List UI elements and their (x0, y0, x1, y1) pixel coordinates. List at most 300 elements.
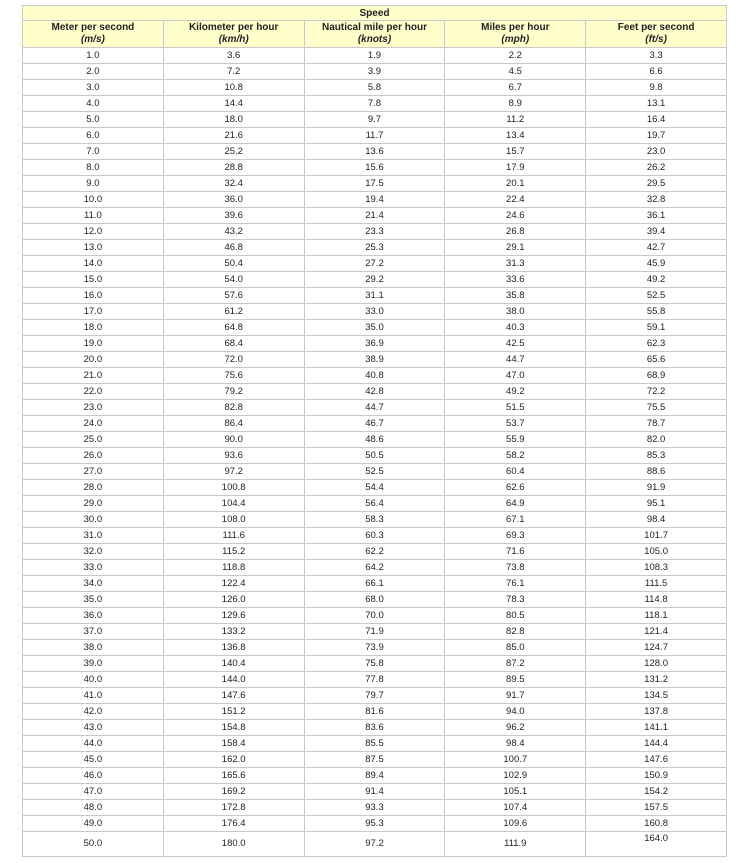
knots-cell: 38.9 (304, 352, 445, 368)
table-row (23, 496, 727, 512)
knots-cell: 25.3 (304, 240, 445, 256)
table-row (23, 640, 727, 656)
kmh-cell: 100.8 (163, 480, 304, 496)
fps-cell: 65.6 (586, 352, 727, 368)
mps-cell: 9.0 (23, 176, 164, 192)
table-row (23, 64, 727, 80)
kmh-cell: 54.0 (163, 272, 304, 288)
kmh-cell: 115.2 (163, 544, 304, 560)
kmh-cell: 108.0 (163, 512, 304, 528)
table-row (23, 288, 727, 304)
table-row (23, 240, 727, 256)
mph-cell: 55.9 (445, 432, 586, 448)
kmh-cell: 140.4 (163, 656, 304, 672)
mph-cell: 8.9 (445, 96, 586, 112)
fps-cell: 118.1 (586, 608, 727, 624)
fps-cell: 16.4 (586, 112, 727, 128)
knots-cell: 87.5 (304, 752, 445, 768)
kmh-cell: 97.2 (163, 464, 304, 480)
kmh-cell: 82.8 (163, 400, 304, 416)
mps-cell: 20.0 (23, 352, 164, 368)
mps-cell: 21.0 (23, 368, 164, 384)
knots-cell: 7.8 (304, 96, 445, 112)
mph-cell: 42.5 (445, 336, 586, 352)
mph-cell: 78.3 (445, 592, 586, 608)
kmh-cell: 50.4 (163, 256, 304, 272)
mph-cell: 26.8 (445, 224, 586, 240)
column-header-label: Meter per second (51, 22, 135, 33)
table-body (23, 48, 727, 857)
mps-cell: 4.0 (23, 96, 164, 112)
table-row (23, 672, 727, 688)
kmh-cell: 25.2 (163, 144, 304, 160)
fps-cell: 111.5 (586, 576, 727, 592)
column-header-label: Nautical mile per hour (321, 22, 427, 33)
table-row (23, 656, 727, 672)
knots-cell: 79.7 (304, 688, 445, 704)
knots-cell: 71.9 (304, 624, 445, 640)
kmh-cell: 162.0 (163, 752, 304, 768)
mph-cell: 62.6 (445, 480, 586, 496)
fps-cell: 147.6 (586, 752, 727, 768)
knots-cell: 33.0 (304, 304, 445, 320)
knots-cell: 81.6 (304, 704, 445, 720)
mph-cell: 69.3 (445, 528, 586, 544)
table-title-row (23, 6, 727, 21)
knots-cell: 3.9 (304, 64, 445, 80)
fps-cell: 82.0 (586, 432, 727, 448)
mps-cell: 36.0 (23, 608, 164, 624)
mps-cell: 42.0 (23, 704, 164, 720)
kmh-cell: 172.8 (163, 800, 304, 816)
table-row (23, 208, 727, 224)
table-row (23, 400, 727, 416)
mph-cell: 60.4 (445, 464, 586, 480)
column-header-row (23, 21, 727, 48)
mph-cell: 17.9 (445, 160, 586, 176)
column-header-unit: (ft/s) (645, 34, 667, 45)
kmh-cell: 126.0 (163, 592, 304, 608)
table-row (23, 96, 727, 112)
table-row (23, 320, 727, 336)
mph-cell: 2.2 (445, 48, 586, 64)
column-header-label: Feet per second (617, 22, 695, 33)
table-row (23, 192, 727, 208)
mps-cell: 35.0 (23, 592, 164, 608)
table-row (23, 704, 727, 720)
table-row (23, 800, 727, 816)
knots-cell: 23.3 (304, 224, 445, 240)
fps-cell: 49.2 (586, 272, 727, 288)
mps-cell: 49.0 (23, 816, 164, 832)
mps-cell: 43.0 (23, 720, 164, 736)
fps-cell: 26.2 (586, 160, 727, 176)
knots-cell: 27.2 (304, 256, 445, 272)
kmh-cell: 111.6 (163, 528, 304, 544)
kmh-cell: 154.8 (163, 720, 304, 736)
knots-cell: 52.5 (304, 464, 445, 480)
fps-cell: 91.9 (586, 480, 727, 496)
mps-cell: 28.0 (23, 480, 164, 496)
mps-cell: 45.0 (23, 752, 164, 768)
knots-cell: 11.7 (304, 128, 445, 144)
mph-cell: 107.4 (445, 800, 586, 816)
mps-cell: 40.0 (23, 672, 164, 688)
table-row (23, 480, 727, 496)
fps-cell: 62.3 (586, 336, 727, 352)
knots-cell: 58.3 (304, 512, 445, 528)
kmh-cell: 147.6 (163, 688, 304, 704)
column-header-unit: (km/h) (218, 34, 249, 45)
kmh-cell: 43.2 (163, 224, 304, 240)
mph-cell: 29.1 (445, 240, 586, 256)
mph-cell: 22.4 (445, 192, 586, 208)
kmh-cell: 144.0 (163, 672, 304, 688)
fps-cell: 121.4 (586, 624, 727, 640)
table-row (23, 176, 727, 192)
fps-cell: 19.7 (586, 128, 727, 144)
fps-cell: 114.8 (586, 592, 727, 608)
mph-cell: 89.5 (445, 672, 586, 688)
fps-cell: 42.7 (586, 240, 727, 256)
fps-cell: 101.7 (586, 528, 727, 544)
column-header-label: Miles per hour (481, 22, 550, 33)
knots-cell: 73.9 (304, 640, 445, 656)
mps-cell: 31.0 (23, 528, 164, 544)
kmh-cell: 79.2 (163, 384, 304, 400)
table-row (23, 48, 727, 64)
kmh-cell: 46.8 (163, 240, 304, 256)
knots-cell: 1.9 (304, 48, 445, 64)
knots-cell: 64.2 (304, 560, 445, 576)
table-row (23, 608, 727, 624)
mph-cell: 102.9 (445, 768, 586, 784)
mps-cell: 16.0 (23, 288, 164, 304)
fps-cell: 108.3 (586, 560, 727, 576)
mph-cell: 91.7 (445, 688, 586, 704)
mps-cell: 18.0 (23, 320, 164, 336)
knots-cell: 68.0 (304, 592, 445, 608)
mps-cell: 46.0 (23, 768, 164, 784)
mph-cell: 51.5 (445, 400, 586, 416)
fps-cell: 55.8 (586, 304, 727, 320)
table-row (23, 720, 727, 736)
mps-cell: 39.0 (23, 656, 164, 672)
mps-cell: 22.0 (23, 384, 164, 400)
kmh-cell: 176.4 (163, 816, 304, 832)
fps-cell: 137.8 (586, 704, 727, 720)
mph-cell: 6.7 (445, 80, 586, 96)
mps-cell: 26.0 (23, 448, 164, 464)
knots-cell: 70.0 (304, 608, 445, 624)
knots-cell: 60.3 (304, 528, 445, 544)
kmh-cell: 165.6 (163, 768, 304, 784)
knots-cell: 85.5 (304, 736, 445, 752)
knots-cell: 40.8 (304, 368, 445, 384)
knots-cell: 93.3 (304, 800, 445, 816)
kmh-cell: 158.4 (163, 736, 304, 752)
table-title: Speed (23, 6, 727, 21)
table-row (23, 352, 727, 368)
knots-cell: 77.8 (304, 672, 445, 688)
column-header-knots (304, 21, 445, 48)
knots-cell: 75.8 (304, 656, 445, 672)
mps-cell: 2.0 (23, 64, 164, 80)
mph-cell: 4.5 (445, 64, 586, 80)
table-row (23, 816, 727, 832)
mps-cell: 10.0 (23, 192, 164, 208)
fps-cell: 3.3 (586, 48, 727, 64)
column-header-label: Kilometer per hour (188, 22, 279, 33)
kmh-cell: 180.0 (163, 832, 304, 857)
kmh-cell: 3.6 (163, 48, 304, 64)
kmh-cell: 14.4 (163, 96, 304, 112)
knots-cell: 62.2 (304, 544, 445, 560)
mps-cell: 30.0 (23, 512, 164, 528)
kmh-cell: 57.6 (163, 288, 304, 304)
mps-cell: 38.0 (23, 640, 164, 656)
table-row (23, 368, 727, 384)
table-row (23, 592, 727, 608)
mps-cell: 11.0 (23, 208, 164, 224)
fps-cell: 72.2 (586, 384, 727, 400)
fps-cell: 13.1 (586, 96, 727, 112)
fps-cell: 98.4 (586, 512, 727, 528)
fps-cell: 134.5 (586, 688, 727, 704)
fps-cell: 144.4 (586, 736, 727, 752)
mph-cell: 71.6 (445, 544, 586, 560)
mph-cell: 80.5 (445, 608, 586, 624)
table-row (23, 128, 727, 144)
kmh-cell: 169.2 (163, 784, 304, 800)
fps-cell: 160.8 (586, 816, 727, 832)
fps-cell: 105.0 (586, 544, 727, 560)
table-row (23, 688, 727, 704)
fps-cell: 131.2 (586, 672, 727, 688)
column-header-mps (23, 21, 164, 48)
knots-cell: 48.6 (304, 432, 445, 448)
table-row (23, 544, 727, 560)
fps-cell: 88.6 (586, 464, 727, 480)
mph-cell: 24.6 (445, 208, 586, 224)
fps-cell: 124.7 (586, 640, 727, 656)
mps-cell: 29.0 (23, 496, 164, 512)
mph-cell: 49.2 (445, 384, 586, 400)
fps-cell: 141.1 (586, 720, 727, 736)
knots-cell: 91.4 (304, 784, 445, 800)
mps-cell: 13.0 (23, 240, 164, 256)
kmh-cell: 104.4 (163, 496, 304, 512)
mps-cell: 19.0 (23, 336, 164, 352)
table-row (23, 384, 727, 400)
mph-cell: 11.2 (445, 112, 586, 128)
mph-cell: 58.2 (445, 448, 586, 464)
fps-cell: 150.9 (586, 768, 727, 784)
kmh-cell: 61.2 (163, 304, 304, 320)
table-row (23, 224, 727, 240)
knots-cell: 66.1 (304, 576, 445, 592)
mph-cell: 35.8 (445, 288, 586, 304)
mps-cell: 24.0 (23, 416, 164, 432)
mph-cell: 109.6 (445, 816, 586, 832)
knots-cell: 44.7 (304, 400, 445, 416)
mph-cell: 105.1 (445, 784, 586, 800)
mph-cell: 100.7 (445, 752, 586, 768)
mps-cell: 34.0 (23, 576, 164, 592)
mps-cell: 25.0 (23, 432, 164, 448)
mps-cell: 44.0 (23, 736, 164, 752)
mph-cell: 111.9 (445, 832, 586, 857)
table-row (23, 304, 727, 320)
knots-cell: 97.2 (304, 832, 445, 857)
column-header-kmh (163, 21, 304, 48)
mps-cell: 32.0 (23, 544, 164, 560)
mph-cell: 76.1 (445, 576, 586, 592)
mph-cell: 53.7 (445, 416, 586, 432)
kmh-cell: 122.4 (163, 576, 304, 592)
mph-cell: 96.2 (445, 720, 586, 736)
table-row (23, 512, 727, 528)
table-row (23, 832, 727, 857)
speed-conversion-table (22, 5, 727, 857)
table-row (23, 336, 727, 352)
mps-cell: 27.0 (23, 464, 164, 480)
mph-cell: 94.0 (445, 704, 586, 720)
mps-cell: 15.0 (23, 272, 164, 288)
knots-cell: 42.8 (304, 384, 445, 400)
mps-cell: 14.0 (23, 256, 164, 272)
mph-cell: 40.3 (445, 320, 586, 336)
knots-cell: 15.6 (304, 160, 445, 176)
table-row (23, 416, 727, 432)
kmh-cell: 7.2 (163, 64, 304, 80)
mps-cell: 1.0 (23, 48, 164, 64)
knots-cell: 35.0 (304, 320, 445, 336)
mph-cell: 82.8 (445, 624, 586, 640)
column-header-unit: (m/s) (80, 34, 105, 45)
kmh-cell: 90.0 (163, 432, 304, 448)
fps-cell: 59.1 (586, 320, 727, 336)
mps-cell: 47.0 (23, 784, 164, 800)
table-row (23, 464, 727, 480)
kmh-cell: 129.6 (163, 608, 304, 624)
knots-cell: 19.4 (304, 192, 445, 208)
fps-cell: 154.2 (586, 784, 727, 800)
fps-cell: 45.9 (586, 256, 727, 272)
table-row (23, 784, 727, 800)
knots-cell: 89.4 (304, 768, 445, 784)
kmh-cell: 133.2 (163, 624, 304, 640)
mps-cell: 7.0 (23, 144, 164, 160)
table-row (23, 448, 727, 464)
knots-cell: 36.9 (304, 336, 445, 352)
table-row (23, 752, 727, 768)
kmh-cell: 32.4 (163, 176, 304, 192)
fps-cell: 128.0 (586, 656, 727, 672)
mph-cell: 31.3 (445, 256, 586, 272)
mph-cell: 67.1 (445, 512, 586, 528)
fps-cell: 164.0 (586, 832, 727, 857)
kmh-cell: 72.0 (163, 352, 304, 368)
knots-cell: 13.6 (304, 144, 445, 160)
knots-cell: 50.5 (304, 448, 445, 464)
fps-cell: 6.6 (586, 64, 727, 80)
fps-cell: 75.5 (586, 400, 727, 416)
fps-cell: 39.4 (586, 224, 727, 240)
knots-cell: 46.7 (304, 416, 445, 432)
mps-cell: 41.0 (23, 688, 164, 704)
fps-cell: 23.0 (586, 144, 727, 160)
knots-cell: 83.6 (304, 720, 445, 736)
kmh-cell: 136.8 (163, 640, 304, 656)
column-header-fps (586, 21, 727, 48)
fps-cell: 29.5 (586, 176, 727, 192)
table-row (23, 144, 727, 160)
table-row (23, 80, 727, 96)
knots-cell: 54.4 (304, 480, 445, 496)
mph-cell: 47.0 (445, 368, 586, 384)
fps-cell: 36.1 (586, 208, 727, 224)
table-row (23, 768, 727, 784)
column-header-unit: (knots) (357, 34, 392, 45)
kmh-cell: 64.8 (163, 320, 304, 336)
mph-cell: 85.0 (445, 640, 586, 656)
kmh-cell: 118.8 (163, 560, 304, 576)
kmh-cell: 86.4 (163, 416, 304, 432)
kmh-cell: 28.8 (163, 160, 304, 176)
fps-cell: 32.8 (586, 192, 727, 208)
mph-cell: 33.6 (445, 272, 586, 288)
speed-conversion-table-container (22, 5, 727, 857)
table-row (23, 560, 727, 576)
fps-cell: 85.3 (586, 448, 727, 464)
mph-cell: 44.7 (445, 352, 586, 368)
mph-cell: 38.0 (445, 304, 586, 320)
fps-cell: 52.5 (586, 288, 727, 304)
fps-cell: 78.7 (586, 416, 727, 432)
mph-cell: 64.9 (445, 496, 586, 512)
table-row (23, 736, 727, 752)
table-row (23, 272, 727, 288)
fps-cell: 68.9 (586, 368, 727, 384)
knots-cell: 21.4 (304, 208, 445, 224)
mph-cell: 73.8 (445, 560, 586, 576)
knots-cell: 5.8 (304, 80, 445, 96)
fps-cell: 95.1 (586, 496, 727, 512)
mph-cell: 15.7 (445, 144, 586, 160)
column-header-mph (445, 21, 586, 48)
mps-cell: 12.0 (23, 224, 164, 240)
mps-cell: 3.0 (23, 80, 164, 96)
table-row (23, 112, 727, 128)
table-row (23, 576, 727, 592)
kmh-cell: 151.2 (163, 704, 304, 720)
kmh-cell: 68.4 (163, 336, 304, 352)
mps-cell: 50.0 (23, 832, 164, 857)
mps-cell: 23.0 (23, 400, 164, 416)
mps-cell: 37.0 (23, 624, 164, 640)
mph-cell: 13.4 (445, 128, 586, 144)
kmh-cell: 10.8 (163, 80, 304, 96)
mps-cell: 8.0 (23, 160, 164, 176)
mps-cell: 5.0 (23, 112, 164, 128)
kmh-cell: 75.6 (163, 368, 304, 384)
mph-cell: 98.4 (445, 736, 586, 752)
kmh-cell: 18.0 (163, 112, 304, 128)
knots-cell: 9.7 (304, 112, 445, 128)
table-row (23, 160, 727, 176)
mph-cell: 87.2 (445, 656, 586, 672)
